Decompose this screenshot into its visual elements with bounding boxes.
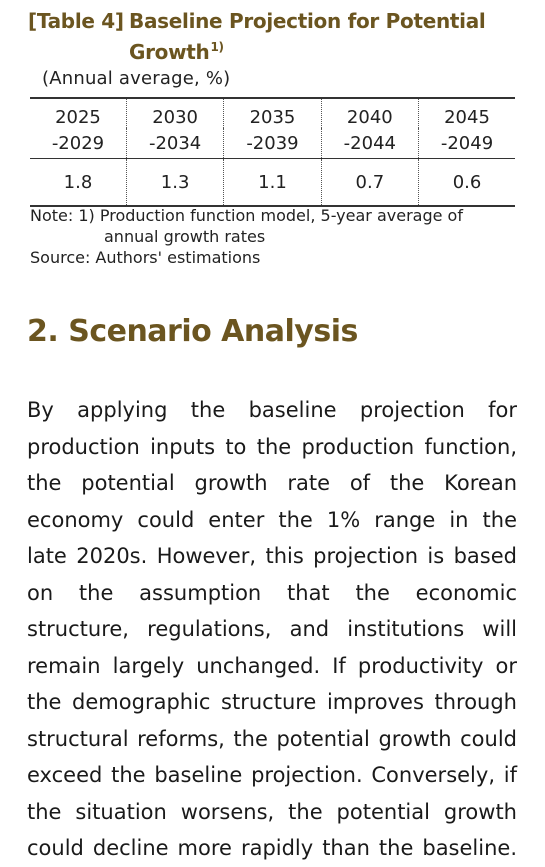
column-header-start: 2040 (321, 98, 418, 128)
paragraph-line: late 2020s. However, this projection is based (27, 544, 517, 568)
section-heading: 2. Scenario Analysis (27, 314, 358, 349)
paragraph-line: structural reforms, the potential growth could (27, 726, 517, 751)
paragraph-line: the demographic structure improves through (27, 690, 517, 714)
header-row-years-start (30, 98, 515, 128)
body-paragraph (27, 392, 517, 867)
note-line-continued: annual growth rates (104, 227, 266, 246)
paragraph-line: could decline more rapidly than the baseline. (27, 836, 517, 860)
paragraph-line: production inputs to the production function, (27, 434, 517, 459)
column-header-start: 2035 (224, 98, 321, 128)
table-cell-value: 1.1 (224, 159, 321, 207)
table-unit: (Annual average, %) (42, 68, 231, 89)
paragraph-line: remain largely unchanged. If productivity or (27, 653, 517, 678)
table-number-label: [Table 4] (28, 9, 124, 33)
table-title-line1: Baseline Projection for Potential (129, 9, 486, 33)
paragraph-line: the situation worsens, the potential growth (27, 799, 517, 824)
table-notes (30, 205, 463, 268)
note-line: Note: 1) Production function model, 5-year average of (30, 206, 463, 225)
table-cell-value: 1.3 (126, 159, 223, 207)
column-header-start: 2045 (419, 98, 515, 128)
footnote-marker: 1) (210, 40, 224, 54)
column-header-end: -2039 (224, 128, 321, 159)
table-row (30, 159, 515, 207)
table-cell-value: 0.7 (321, 159, 418, 207)
paragraph-line: exceed the baseline projection. Conversely, if (27, 763, 517, 787)
paragraph-line: the potential growth rate of the Korean (27, 471, 517, 495)
column-header-start: 2030 (126, 98, 223, 128)
column-header-start: 2025 (30, 98, 126, 128)
table-title (28, 8, 528, 65)
table-title-line2: Growth (129, 40, 210, 64)
projection-table (30, 97, 515, 207)
table-cell-value: 0.6 (419, 159, 515, 207)
table-cell-value: 1.8 (30, 159, 126, 207)
column-header-end: -2044 (321, 128, 418, 159)
source-line: Source: Authors' estimations (30, 248, 261, 267)
paragraph-line: on the assumption that the economic (27, 580, 517, 605)
column-header-end: -2049 (419, 128, 515, 159)
column-header-end: -2029 (30, 128, 126, 159)
paragraph-line: economy could enter the 1% range in the (27, 507, 517, 532)
column-header-end: -2034 (126, 128, 223, 159)
paragraph-line: structure, regulations, and institutions will (27, 617, 517, 641)
paragraph-line: By applying the baseline projection for (27, 398, 517, 422)
header-row-years-end (30, 128, 515, 159)
